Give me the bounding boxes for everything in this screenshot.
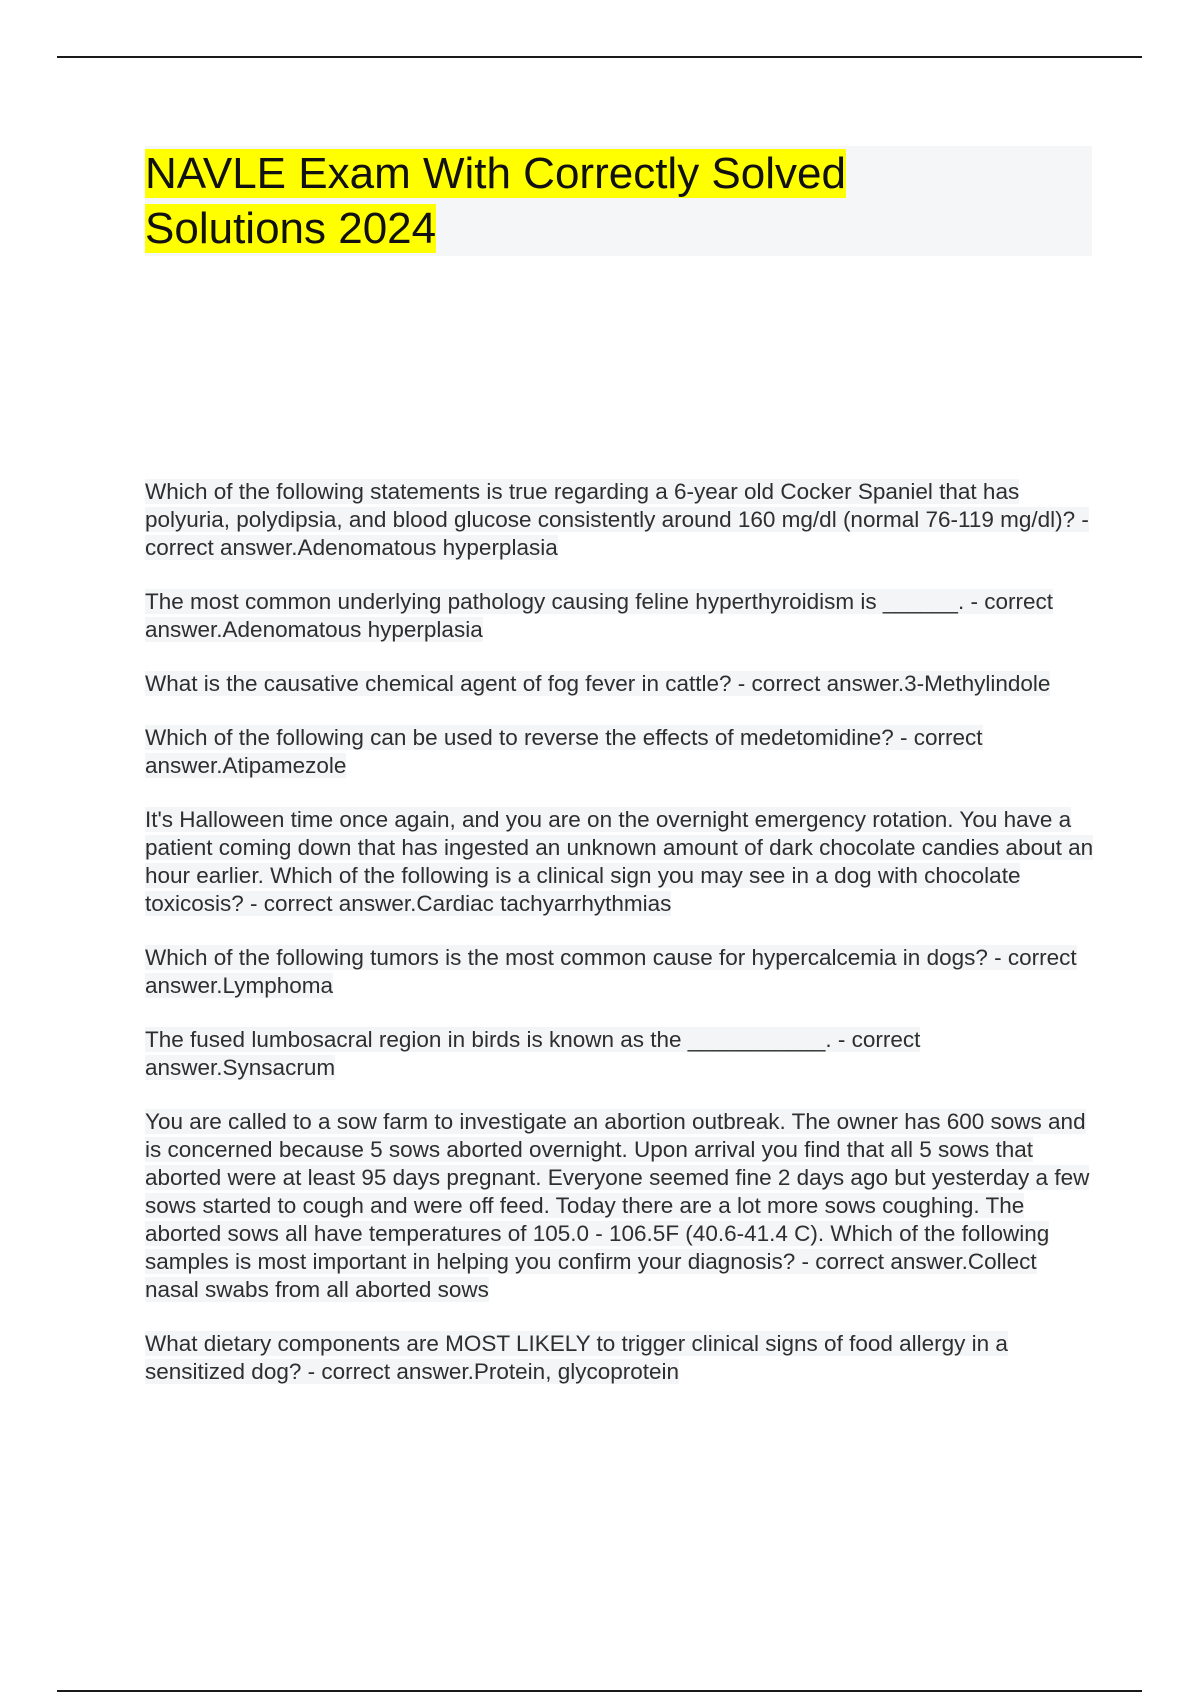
qa-text: What dietary components are MOST LIKELY to trigger clinical signs of food allergy in a sensitized dog? - correct answer.Protein, glycoprotein <box>145 1331 1008 1384</box>
qa-text: Which of the following tumors is the most common cause for hypercalcemia in dogs? - correct answer.Lymphoma <box>145 945 1077 998</box>
qa-item-8 <box>145 1108 1095 1304</box>
qa-text: The most common underlying pathology causing feline hyperthyroidism is ______. - correct answer.Adenomatous hyperplasia <box>145 589 1053 642</box>
qa-text: You are called to a sow farm to investigate an abortion outbreak. The owner has 600 sows and is concerned because 5 sows aborted overnight. Upon arrival you find that all 5 sows that aborted were at least 95 days pregnant. Everyone seemed fine 2 days ago but yesterday a few sows started to cough and were off feed. Today there are a lot more sows coughing. The aborted sows all have temperatures of 105.0 - 106.5F (40.6-41.4 C). Which of the following samples is most important in helping you confirm your diagnosis? - correct answer.Collect nasal swabs from all aborted sows <box>145 1109 1090 1302</box>
qa-text: What is the causative chemical agent of fog fever in cattle? - correct answer.3-Methylindole <box>145 671 1051 696</box>
qa-item-1 <box>145 478 1095 562</box>
qa-item-2 <box>145 588 1095 644</box>
title-highlight: NAVLE Exam With Correctly Solved Solutions 2024 <box>145 149 846 253</box>
qa-text: The fused lumbosacral region in birds is known as the ___________. - correct answer.Synsacrum <box>145 1027 921 1080</box>
qa-text: Which of the following can be used to reverse the effects of medetomidine? - correct answer.Atipamezole <box>145 725 983 778</box>
title-block <box>145 146 1092 256</box>
qa-item-5 <box>145 806 1095 918</box>
qa-item-6 <box>145 944 1095 1000</box>
qa-text: Which of the following statements is true regarding a 6-year old Cocker Spaniel that has polyuria, polydipsia, and blood glucose consistently around 160 mg/dl (normal 76-119 mg/dl)? - correct answer.Adenomatous hyperplasia <box>145 479 1089 560</box>
qa-item-4 <box>145 724 1095 780</box>
qa-item-9 <box>145 1330 1095 1386</box>
qa-item-7 <box>145 1026 1095 1082</box>
qa-item-3 <box>145 670 1095 698</box>
document-title <box>145 146 945 256</box>
bottom-rule <box>57 1690 1142 1692</box>
qa-text: It's Halloween time once again, and you are on the overnight emergency rotation. You have a patient coming down that has ingested an unknown amount of dark chocolate candies about an hour earlier. Which of the following is a clinical sign you may see in a dog with chocolate toxicosis? - correct answer.Cardiac tachyarrhythmias <box>145 807 1094 916</box>
qa-list <box>145 478 1095 1412</box>
top-rule <box>57 56 1142 58</box>
